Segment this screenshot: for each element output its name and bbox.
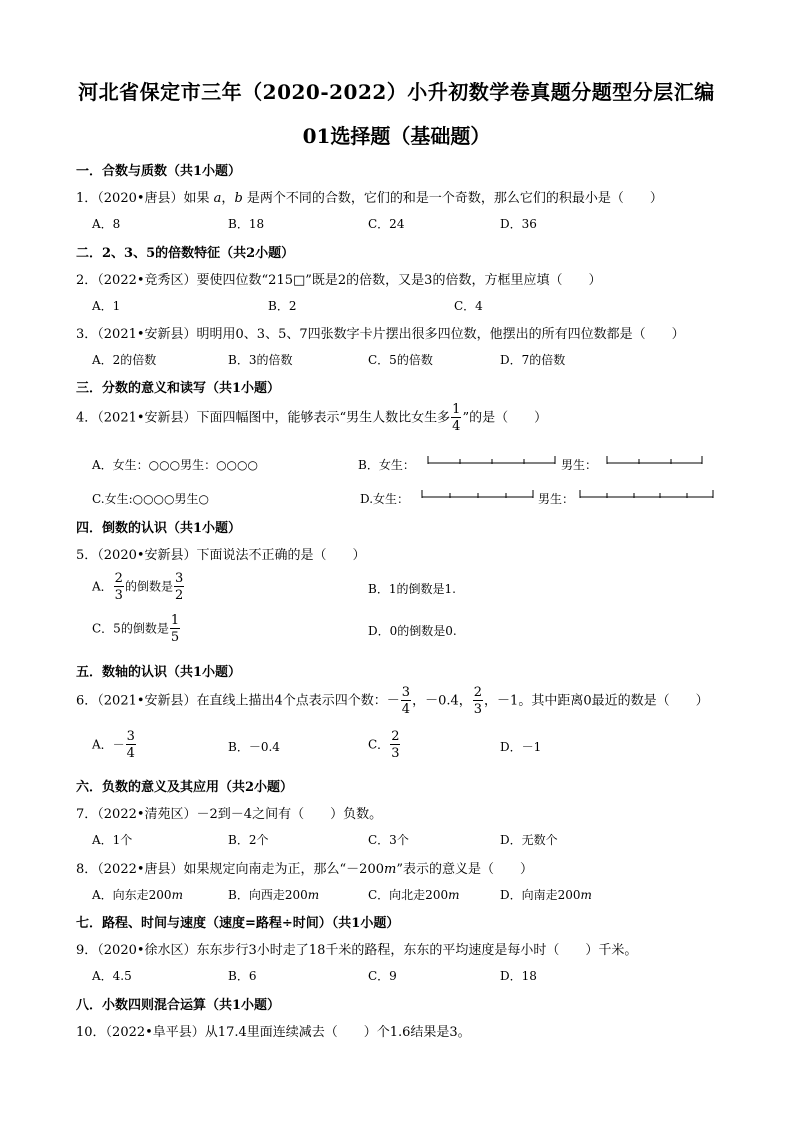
option-d: D．36	[500, 217, 537, 231]
section-heading: 四．倒数的认识（共1小题）	[76, 521, 242, 536]
option-a: A． $\frac{2}{3}$ 的倒数是 $\frac{3}{2}$	[92, 571, 184, 603]
option-c: C．5的倒数是 $\frac{1}{5}$	[92, 613, 180, 645]
question-9: 9．（2020•徐水区）东东步行3小时走了18千米的路程，东东的平均速度是每小时（ ）千米。	[76, 943, 638, 958]
option-b: B．－0.4	[228, 740, 280, 754]
option-a: A．4.5	[92, 969, 132, 983]
section-heading: 六．负数的意义及其应用（共2小题）	[76, 780, 294, 795]
option-b: B．2	[268, 299, 297, 313]
section-heading: 五．数轴的认识（共1小题）	[76, 665, 242, 680]
boy-segment-diagram	[606, 454, 704, 466]
section-heading: 七．路程、时间与速度（速度=路程÷时间）（共1小题）	[76, 916, 400, 931]
option-b: B．2个	[228, 833, 269, 847]
fraction: $\frac{1}{4}$	[452, 402, 461, 434]
section-heading: 二．2、3、5的倍数特征（共2小题）	[76, 246, 295, 261]
option-c: C．向北走200m	[368, 888, 460, 902]
option-a: A．2的倍数	[92, 353, 157, 367]
section-heading: 一．合数与质数（共1小题）	[76, 164, 242, 179]
document-subtitle: 01选择题（基础题）	[302, 124, 491, 148]
option-c: C.女生:○○○○男生○	[92, 492, 209, 506]
girl-segment-diagram	[427, 454, 557, 466]
section-heading: 三．分数的意义和读写（共1小题）	[76, 381, 281, 396]
boy-segment-diagram	[579, 488, 715, 500]
option-c: C．24	[368, 217, 405, 231]
option-c: C． $\frac{2}{3}$	[368, 729, 400, 761]
option-a: A．－ $\frac{3}{4}$	[92, 729, 135, 761]
question-4: 4．（2021•安新县）下面四幅图中，能够表示“男生人数比女生多 $\frac{1}{4}$ ”的是（ ）	[76, 402, 548, 434]
option-b: B．6	[228, 969, 257, 983]
option-b-boy-label: 男生：	[561, 458, 598, 472]
option-c: C．3个	[368, 833, 409, 847]
option-a: A．8	[92, 217, 121, 231]
question-10: 10．（2022•阜平县）从17.4里面连续减去（ ）个1.6结果是3。	[76, 1025, 471, 1040]
option-d: D．0的倒数是0.	[368, 624, 457, 638]
girl-segment-diagram	[421, 488, 535, 500]
question-2: 2．（2022•竞秀区）要使四位数“215□”既是2的倍数，又是3的倍数，方框里应填（ ）	[76, 273, 602, 288]
question-5: 5．（2020•安新县）下面说法不正确的是（ ）	[76, 548, 366, 563]
question-1: 1．（2020•唐县）如果 a，b 是两个不同的合数，它们的和是一个奇数，那么它们的积最小是（ ）	[76, 191, 663, 206]
option-d-boy-label: 男生：	[538, 492, 575, 506]
option-d: D．18	[500, 969, 537, 983]
option-c: C．5的倍数	[368, 353, 433, 367]
option-a: A．1	[92, 299, 121, 313]
option-c: C．9	[368, 969, 397, 983]
option-d: D．7的倍数	[500, 353, 566, 367]
question-6: 6．（2021•安新县）在直线上描出4个点表示四个数：－ $\frac{3}{4}$ ，－0.4， $\frac{2}{3}$ ，－1。其中距离0最近的数是（ ）	[76, 685, 709, 717]
question-7: 7．（2022•清苑区）－2到－4之间有（ ）负数。	[76, 807, 383, 822]
option-d: D．－1	[500, 740, 542, 754]
option-b: B．1的倒数是1.	[368, 582, 456, 596]
option-a: A．1个	[92, 833, 133, 847]
option-a: A．女生：○○○男生：○○○○	[92, 458, 258, 472]
option-c: C．4	[454, 299, 483, 313]
question-8: 8．（2022•唐县）如果规定向南走为正，那么“－200m”表示的意义是（ ）	[76, 862, 533, 877]
option-b: B．18	[228, 217, 265, 231]
option-a: A．向东走200m	[92, 888, 183, 902]
document-title: 河北省保定市三年（2020-2022）小升初数学卷真题分题型分层汇编	[78, 80, 715, 104]
option-d: D．无数个	[500, 833, 558, 847]
option-d: D．向南走200m	[500, 888, 592, 902]
option-d-girl-label: D.女生：	[360, 492, 410, 506]
question-3: 3．（2021•安新县）明明用0、3、5、7四张数字卡片摆出很多四位数，他摆出的所有四位数都是（ ）	[76, 327, 685, 342]
section-heading: 八．小数四则混合运算（共1小题）	[76, 998, 281, 1013]
option-b: B．3的倍数	[228, 353, 293, 367]
option-b-girl-label: B．女生：	[358, 458, 415, 472]
option-b: B．向西走200m	[228, 888, 320, 902]
